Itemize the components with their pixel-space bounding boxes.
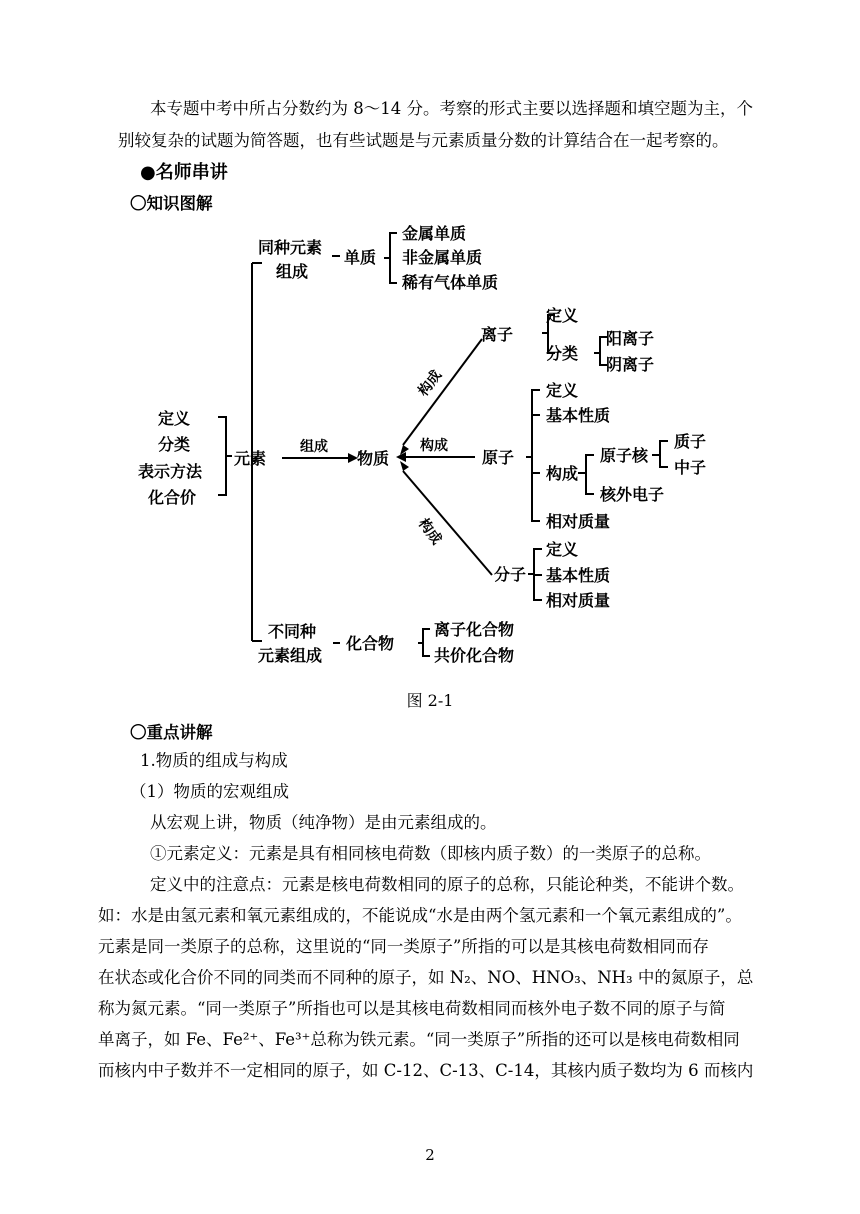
body-line-10: 单离子，如 Fe、Fe²⁺、Fe³⁺总称为铁元素。“同一类原子”所指的还可以是核电荷数相同: [98, 1030, 740, 1049]
molecule-definition: 定义: [546, 540, 579, 559]
covalent-compound: 共价化合物: [434, 646, 515, 665]
bottom-branch-line-2: 元素组成: [258, 646, 323, 665]
knowledge-diagram: [100, 205, 707, 680]
proton: 质子: [674, 432, 707, 451]
intro-line-2: 别较复杂的试题为简答题，也有些试题是与元素质量分数的计算结合在一起考察的。: [118, 131, 729, 150]
construct-label-ion: 构成: [415, 367, 446, 400]
sub-heading-key-points: 〇重点讲解: [130, 723, 213, 742]
atom-definition: 定义: [546, 381, 579, 400]
atom-node: 原子: [482, 448, 515, 467]
figure-caption: 图 2-1: [406, 691, 454, 710]
nonmetal-simple-substance: 非金属单质: [402, 248, 483, 267]
atom-relative-mass: 相对质量: [546, 512, 611, 531]
nucleus: 原子核: [600, 446, 649, 465]
sub-heading-knowledge: 〇知识图解: [130, 194, 213, 213]
left-item-definition: 定义: [158, 409, 191, 428]
molecule-node: 分子: [494, 565, 527, 584]
molecule-basic-property: 基本性质: [546, 566, 611, 585]
body-line-6: 如：水是由氢元素和氧元素组成的，不能说成“水是由两个氢元素和一个氧元素组成的”。: [98, 906, 742, 925]
body-line-1: 1.物质的组成与构成: [140, 751, 288, 770]
body-line-5: 定义中的注意点：元素是核电荷数相同的原子的总称，只能论种类，不能讲个数。: [150, 875, 744, 894]
atom-composition: 构成: [546, 464, 579, 483]
anion: 阴离子: [606, 355, 655, 374]
section-heading: ●名师串讲: [140, 162, 228, 183]
cation: 阳离子: [606, 329, 655, 348]
ionic-compound: 离子化合物: [434, 620, 515, 639]
metal-simple-substance: 金属单质: [402, 224, 467, 243]
electrons: 核外电子: [600, 485, 665, 504]
construct-label-molecule: 构成: [414, 515, 445, 548]
body-line-2: （1）物质的宏观组成: [130, 782, 289, 801]
top-branch-line-1: 同种元素: [258, 238, 323, 257]
top-branch-line-2: 组成: [276, 262, 309, 281]
bottom-branch-line-1: 不同种: [268, 622, 317, 641]
body-line-4: ①元素定义：元素是具有相同核电荷数（即核内质子数）的一类原子的总称。: [150, 844, 711, 863]
intro-line-1: 本专题中考中所占分数约为 8～14 分。考察的形式主要以选择题和填空题为主，个: [150, 99, 753, 118]
body-line-3: 从宏观上讲，物质（纯净物）是由元素组成的。: [150, 813, 497, 832]
compound-node: 化合物: [346, 634, 395, 653]
molecule-relative-mass: 相对质量: [546, 591, 611, 610]
compose-label: 组成: [300, 439, 328, 455]
element-node: 元素: [234, 449, 267, 468]
construct-label-atom: 构成: [420, 438, 448, 454]
body-line-8: 在状态或化合价不同的同类而不同种的原子，如 N₂、NO、HNO₃、NH₃ 中的氮原子，总: [98, 968, 754, 987]
left-item-representation: 表示方法: [138, 462, 203, 481]
noble-gas-simple-substance: 稀有气体单质: [402, 273, 499, 292]
left-item-classification: 分类: [158, 435, 191, 454]
neutron: 中子: [674, 458, 707, 477]
body-line-9: 称为氮元素。“同一类原子”所指也可以是其核电荷数相同而核外电子数不同的原子与简: [98, 999, 726, 1018]
page-number: 2: [425, 1146, 435, 1164]
substance-node: 物质: [357, 449, 390, 468]
ion-node: 离子: [481, 325, 514, 344]
ion-classification: 分类: [546, 344, 579, 363]
body-line-7: 元素是同一类原子的总称，这里说的“同一类原子”所指的可以是其核电荷数相同而存: [98, 937, 709, 956]
ion-definition: 定义: [546, 306, 579, 325]
atom-basic-property: 基本性质: [546, 406, 611, 425]
simple-substance-node: 单质: [344, 248, 377, 267]
body-line-11: 而核内中子数并不一定相同的原子，如 C-12、C-13、C-14，其核内质子数均为 6 而核内: [98, 1061, 754, 1080]
left-item-valence: 化合价: [148, 488, 197, 507]
